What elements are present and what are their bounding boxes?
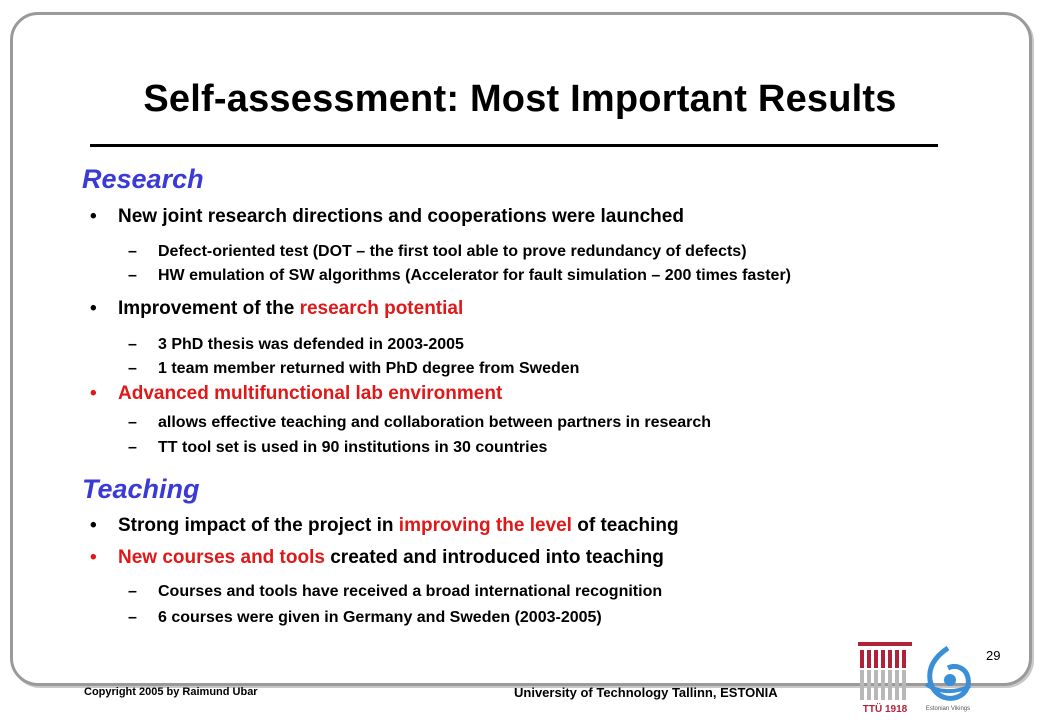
bullet-text: Improvement of the research potential bbox=[118, 298, 464, 319]
sub-text: allows effective teaching and collaboration between partners in research bbox=[158, 414, 712, 431]
estonian-vikings-logo-icon bbox=[920, 644, 976, 714]
sub-text: 6 courses were given in Germany and Sweden (2003-2005) bbox=[158, 609, 602, 626]
ttu-logo-text: TTÜ 1918 bbox=[862, 704, 908, 715]
highlight-text: research potential bbox=[299, 298, 464, 319]
ev-logo-text: Estonian Vikings bbox=[925, 706, 971, 712]
dash: – bbox=[128, 267, 137, 284]
sub-text: 1 team member returned with PhD degree from Sweden bbox=[158, 360, 580, 377]
slide-title: Self-assessment: Most Important Results bbox=[143, 78, 897, 120]
bullet-dot: • bbox=[90, 383, 97, 404]
bullet-text: Advanced multifunctional lab environment bbox=[118, 383, 503, 404]
university-name: University of Technology Tallinn, ESTONIA bbox=[514, 685, 778, 700]
ttu-logo-icon bbox=[852, 640, 918, 716]
highlight-text: improving the level bbox=[398, 515, 572, 536]
bullet-dot: • bbox=[90, 515, 97, 536]
research-heading: Research bbox=[82, 164, 204, 194]
dash: – bbox=[128, 583, 137, 600]
dash: – bbox=[128, 439, 137, 456]
dash: – bbox=[128, 243, 137, 260]
teaching-heading: Teaching bbox=[82, 474, 200, 504]
bullet-dot: • bbox=[90, 206, 97, 227]
dash: – bbox=[128, 360, 137, 377]
title-underline bbox=[90, 144, 938, 147]
copyright-text: Copyright 2005 by Raimund Ubar bbox=[84, 686, 258, 698]
sub-text: HW emulation of SW algorithms (Accelerator for fault simulation – 200 times faster) bbox=[158, 267, 792, 284]
bullet-text: New courses and tools created and introduced into teaching bbox=[118, 547, 664, 568]
bullet-text: Strong impact of the project in improving the level of teaching bbox=[118, 515, 679, 536]
bullet-text: New joint research directions and cooperations were launched bbox=[118, 206, 684, 227]
bullet-dot: • bbox=[90, 298, 97, 319]
dash: – bbox=[128, 609, 137, 626]
highlight-text: New courses and tools bbox=[118, 547, 325, 568]
dash: – bbox=[128, 414, 137, 431]
sub-text: Defect-oriented test (DOT – the first tool able to prove redundancy of defects) bbox=[158, 243, 747, 260]
sub-text: Courses and tools have received a broad international recognition bbox=[158, 583, 663, 600]
sub-text: 3 PhD thesis was defended in 2003-2005 bbox=[158, 336, 464, 353]
sub-text: TT tool set is used in 90 institutions in 30 countries bbox=[158, 439, 548, 456]
dash: – bbox=[128, 336, 137, 353]
bullet-dot: • bbox=[90, 547, 97, 568]
page-number: 29 bbox=[986, 648, 1001, 663]
